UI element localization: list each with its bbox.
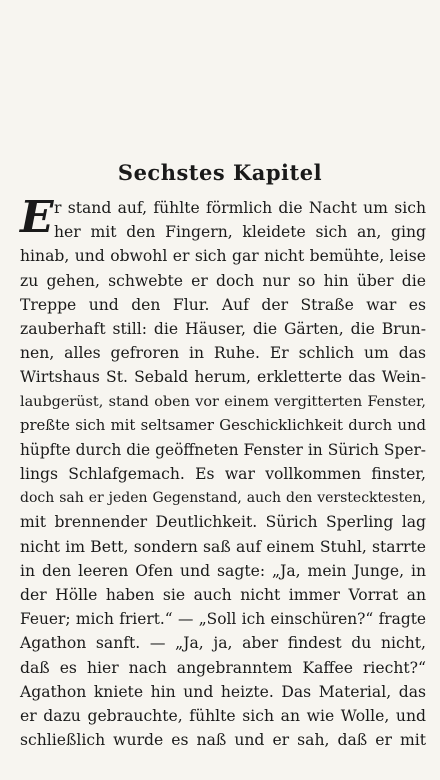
text-line: schließlich wurde es naß und er sah, daß er mit [20, 731, 426, 750]
chapter-title: Sechstes Kapitel [117, 160, 323, 185]
text-line: Wirtshaus St. Sebald herum, erkletterte das Wein- [20, 368, 426, 387]
text-line: doch sah er jeden Gegenstand, auch den verstecktesten, [20, 490, 426, 507]
text-line: daß es hier nach angebranntem Kaffee riecht?“ [20, 658, 426, 677]
text-line: zauberhaft still: die Häuser, die Gärten, die Brun- [20, 319, 426, 338]
text-line: laubgerüst, stand oben vor einem vergitterten Fenster, [20, 393, 426, 410]
text-line: nicht im Bett, sondern saß auf einem Stuhl, starrte [20, 537, 426, 556]
text-line: zu gehen, schwebte er doch nur so hin über die [20, 271, 426, 290]
text-line: her mit den Fingern, kleidete sich an, ging [54, 223, 426, 242]
text-line: in den leeren Ofen und sagte: „Ja, mein Junge, in [20, 561, 426, 580]
text-line: Feuer; mich friert.“ — „Soll ich einschüren?“ fragte [20, 610, 426, 629]
text-line: hüpfte durch die geöffneten Fenster in Sürich Sper- [20, 440, 426, 459]
text-line: er dazu gebrauchte, fühlte sich an wie Wolle, und [20, 706, 426, 725]
text-line: mit brennender Deutlichkeit. Sürich Sperling lag [20, 513, 426, 532]
text-line: Agathon sanft. — „Ja, ja, aber findest du nicht, [20, 634, 426, 653]
body-text [20, 192, 426, 752]
text-line: nen, alles gefroren in Ruhe. Er schlich um das [20, 344, 426, 363]
text-line: der Hölle haben sie auch nicht immer Vorrat an [20, 586, 426, 604]
text-line: Treppe und den Flur. Auf der Straße war es [20, 295, 426, 314]
drop-cap: E [20, 192, 54, 243]
text-line: Agathon kniete hin und heizte. Das Material, das [20, 682, 426, 701]
text-line: hinab, und obwohl er sich gar nicht bemühte, leise [20, 247, 426, 266]
text-line: preßte sich mit seltsamer Geschicklichkeit durch und [20, 416, 426, 434]
text-line: r stand auf, fühlte förmlich die Nacht um sich [54, 199, 426, 217]
text-line: lings Schlafgemach. Es war vollkommen finster, [20, 465, 426, 484]
